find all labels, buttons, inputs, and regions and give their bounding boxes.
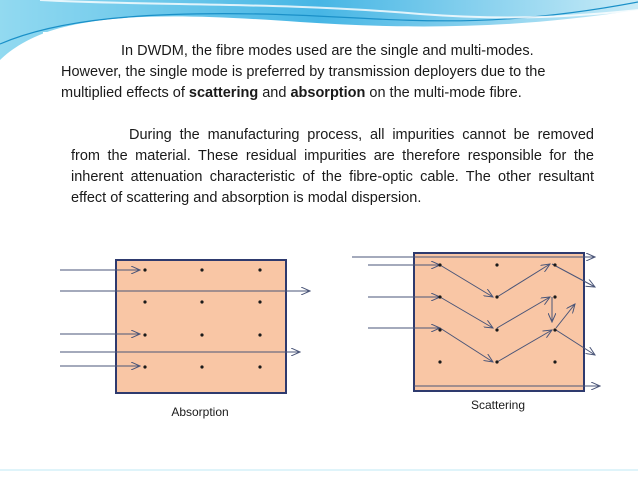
para1-text: In DWDM, the fibre modes used are the single and multi-modes. However, the single mode is preferred by transmission deployers due to the multiplied effects of [61,43,546,101]
scattering-figure [352,253,600,412]
term-scattering: scattering [188,85,259,101]
para1-end: on the multi-mode fibre. [365,85,522,101]
absorption-figure [60,260,310,419]
absorption-medium-box [116,260,286,393]
scattering-label: Scattering [470,398,526,412]
scattering-medium-box [414,253,584,391]
para2-text: During the manufacturing process, all impurities cannot be removed from the material. These residual impurities are therefore responsible for the inherent attenuation characteristic of the fibre-optic cable. The other resultant effect of scattering and absorption is modal dispersion. [71,127,594,206]
term-absorption: absorption [290,85,366,101]
absorption-label: Absorption [171,405,229,419]
para1-middle: and [258,85,291,101]
